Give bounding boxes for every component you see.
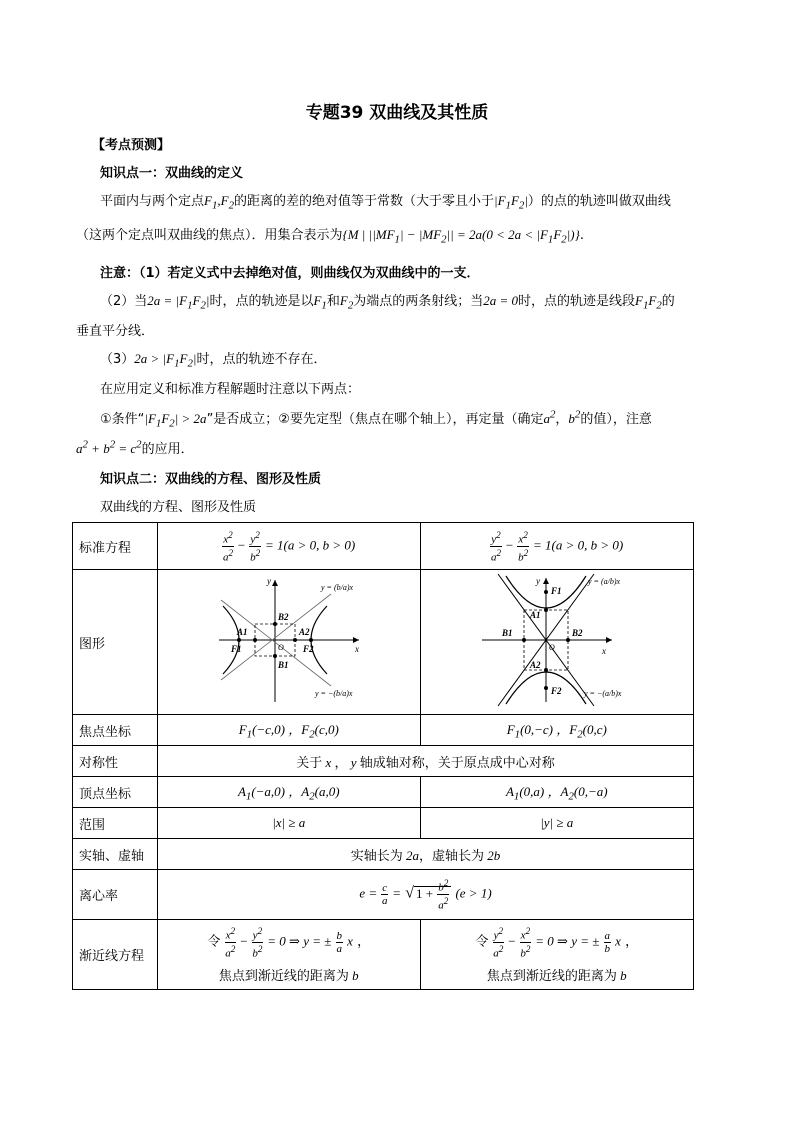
note-3: $(3)2a > |F_1F_2|$时，点的轨迹不存在． <box>100 351 327 370</box>
apply-line: 在应用定义和标准方程解题时注意以下两点： <box>100 382 361 397</box>
text-run: ， <box>334 755 348 771</box>
asym-label-pos: y = (a/b)x <box>587 577 620 586</box>
table-row <box>73 746 694 777</box>
label-F1: F1 <box>230 644 242 654</box>
row-label-asym: 渐近线方程 <box>73 920 158 990</box>
label-O: O <box>277 643 284 652</box>
properties-table <box>72 522 694 990</box>
label-A2: A2 <box>529 660 541 670</box>
eccentricity-formula: e = $\frac{c}{a}$ = √ 1 + $\frac{b^2}{a^2}$ (e > 1) <box>158 870 694 920</box>
text-run: ， <box>625 934 639 950</box>
label-A1: A1 <box>236 627 248 637</box>
table-row <box>73 523 694 570</box>
text-run: 时，点的轨迹是线段 <box>518 294 636 309</box>
row-label-std: 标准方程 <box>73 523 158 570</box>
text-run: 为端点的两条射线；当 <box>353 294 484 309</box>
text-run: 实轴长为 <box>350 848 403 864</box>
label-x: x <box>354 644 359 654</box>
text-run: 焦点到渐近线的距离为 <box>486 969 617 985</box>
math-abs-F1F2: $|F_1F_2|$ <box>494 193 528 212</box>
figure-y-hyperbola <box>420 570 693 715</box>
kp2-sub: 双曲线的方程、图形及性质 <box>100 500 257 515</box>
table-row <box>73 808 694 839</box>
table-row <box>73 870 694 920</box>
math-set: {M | $||MF_1| - |MF_2|| = 2a(0 < 2a < |F_1F_2|)$} <box>342 227 580 246</box>
text-run: 关于 <box>296 755 323 771</box>
text-run: （3） <box>100 352 135 367</box>
focus-x: $F_1(-c,0)$ ，$F_2(c,0)$ <box>158 715 421 746</box>
kp1-line1 <box>100 190 671 212</box>
text-run: ， <box>555 412 569 427</box>
label-y: y <box>535 576 540 586</box>
std-eq-y: $\frac{y^2}{a^2}$ − $\frac{x^2}{b^2}$ = 1(a > 0, b > 0) <box>420 523 693 570</box>
range-x: |x| ≥ a <box>158 808 421 839</box>
vertex-x: $A_1(-a,0)$ ，$A_2(a,0)$ <box>158 777 421 808</box>
symmetry-text: 关于 x ， y 轴成轴对称，关于原点成中心对称 <box>158 746 694 777</box>
label-F2: F2 <box>302 644 314 654</box>
hyperbola-y-svg <box>472 570 642 710</box>
asym-label-neg: y = −(a/b)x <box>583 689 622 698</box>
text-run: 轴成轴对称，关于原点成中心对称 <box>359 755 555 771</box>
text-run: ，虚轴长为 <box>419 848 485 864</box>
row-label-range: 范围 <box>73 808 158 839</box>
label-y: y <box>266 576 271 586</box>
table-row <box>73 839 694 870</box>
label-F1: F1 <box>550 586 562 596</box>
kp1-line2: （这两个定点叫双曲线的焦点）．用集合表示为{M | $||MF_1| - |MF_2|| = 2a(0 < 2a < |F_1F_2|)$}. <box>76 227 584 246</box>
text-run: ， <box>357 934 371 950</box>
row-label-focus: 焦点坐标 <box>73 715 158 746</box>
note-2: （2）当$2a = |F_1F_2|$时，点的轨迹是以$F_1$和$F_2$为端点的两条射线；当2a = 0时，点的轨迹是线段$F_1F_2$的 <box>100 293 675 312</box>
label-O: O <box>548 643 555 652</box>
label-B1: B1 <box>501 628 513 638</box>
axes-text: 实轴长为 2a，虚轴长为 2b <box>158 839 694 870</box>
label-B1: B1 <box>277 660 289 670</box>
text-run: 的 <box>661 294 675 309</box>
text-run: 的距离的差的绝对值等于常数（大于零且小于 <box>234 194 495 209</box>
note-1-text: 注意：（1）若定义式中去掉绝对值，则曲线仅为双曲线中的一支． <box>100 266 480 281</box>
table-row <box>73 715 694 746</box>
focus-y: $F_1(0,-c)$ ，$F_2(0,c)$ <box>420 715 693 746</box>
row-label-ecc: 离心率 <box>73 870 158 920</box>
text-run: 的值），注意 <box>580 412 652 427</box>
text-run: （这两个定点叫双曲线的焦点）．用集合表示为 <box>76 228 343 243</box>
std-eq-x: $\frac{x^2}{a^2}$ − $\frac{y^2}{b^2}$ = 1(a > 0, b > 0) <box>158 523 421 570</box>
cond-line: ①条件“$|F_1F_2| > 2a$”是否成立；②要先定型（焦点在哪个轴上），再定量（确定$a^2$，$b^2$的值），注意 <box>100 408 652 430</box>
math-F1F2: $F_1,F_2$ <box>204 193 235 212</box>
text-run: 和 <box>326 294 340 309</box>
kp2-heading: 知识点二：双曲线的方程、图形及性质 <box>100 472 322 487</box>
note-1 <box>100 262 480 281</box>
text-run: 的应用． <box>141 442 194 457</box>
asym-label-neg: y = −(b/a)x <box>314 689 353 698</box>
label-x: x <box>601 646 606 656</box>
cond-line-cont: $a^2 + b^2 = c^2$的应用． <box>76 438 194 457</box>
row-label-axes: 实轴、虚轴 <box>73 839 158 870</box>
label-A2: A2 <box>298 627 310 637</box>
vertex-y: $A_1(0,a)$ ，$A_2(0,-a)$ <box>420 777 693 808</box>
table-row <box>73 920 694 990</box>
asym-label-pos: y = (b/a)x <box>320 583 353 592</box>
text-run: （2）当 <box>100 294 148 309</box>
label-A1: A1 <box>529 610 541 620</box>
text-run: ”是否成立；②要先定型（焦点在哪个轴上），再定量（确定 <box>206 412 544 427</box>
hyperbola-x-svg <box>209 570 369 710</box>
text-run: ①条件“ <box>100 412 145 427</box>
label-B2: B2 <box>571 628 583 638</box>
row-label-sym: 对称性 <box>73 746 158 777</box>
asymptote-y: 令 $\frac{y^2}{a^2}$ − $\frac{x^2}{b^2}$ = 0 ⇒ y = ± $\frac{a}{b}$ x ， 焦点到渐近线的距离为 b <box>420 920 693 990</box>
text-run: 平面内与两个定点 <box>100 194 205 209</box>
text-run: 时，点的轨迹是以 <box>209 294 314 309</box>
label-F2: F2 <box>550 686 562 696</box>
text-run: 令 <box>207 934 221 950</box>
page-title: 专题39 双曲线及其性质 <box>305 103 489 123</box>
table-row <box>73 777 694 808</box>
figure-x-hyperbola <box>158 570 421 715</box>
asymptote-x: 令 $\frac{x^2}{a^2}$ − $\frac{y^2}{b^2}$ = 0 ⇒ y = ± $\frac{b}{a}$ x ， 焦点到渐近线的距离为 b <box>158 920 421 990</box>
text-run: 焦点到渐近线的距离为 <box>218 969 349 985</box>
kp1-heading: 知识点一：双曲线的定义 <box>100 166 244 181</box>
section-header: 【考点预测】 <box>92 138 171 153</box>
text-run: ）的点的轨迹叫做双曲线 <box>527 194 671 209</box>
range-y: |y| ≥ a <box>420 808 693 839</box>
label-B2: B2 <box>277 612 289 622</box>
row-label-fig: 图形 <box>73 570 158 715</box>
note-2-cont: 垂直平分线． <box>76 324 155 339</box>
text-run: 令 <box>475 934 489 950</box>
text-run: 时，点的轨迹不存在． <box>196 352 327 367</box>
table-row <box>73 570 694 715</box>
row-label-vertex: 顶点坐标 <box>73 777 158 808</box>
